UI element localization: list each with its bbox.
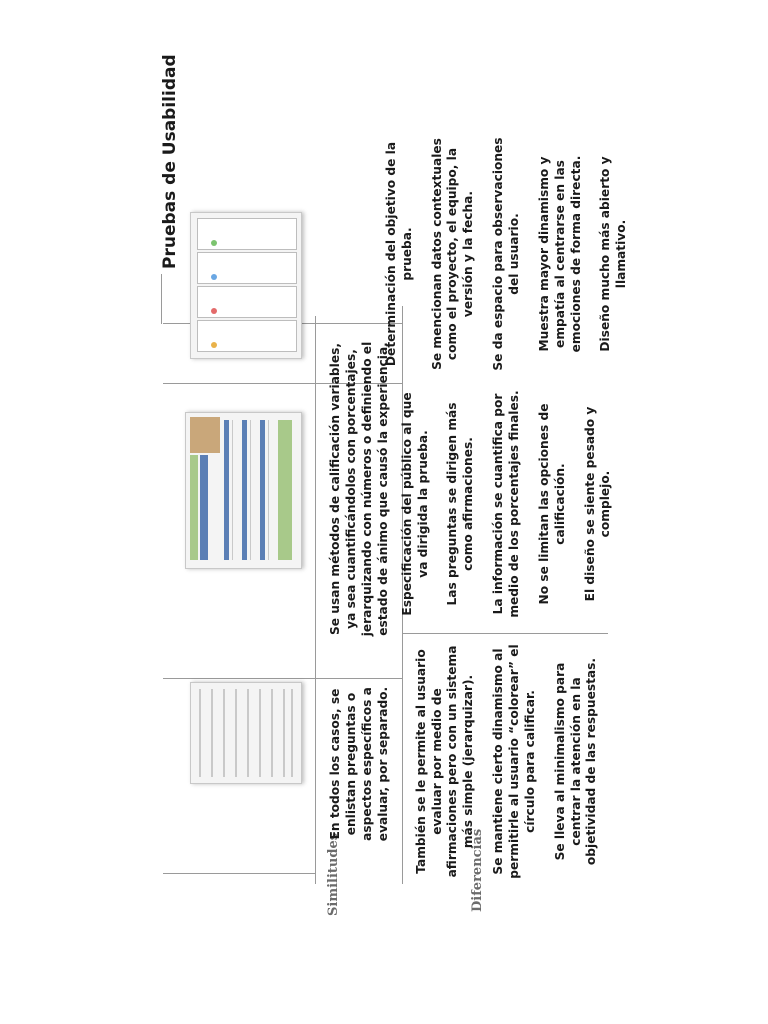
diferencias-col2-item-1: Especificación del público al que va dirigida la prueba. <box>399 392 430 616</box>
diferencias-col3-item-2: Se mencionan datos contextuales como el proyecto, el equipo, la versión y la fecha. <box>429 138 476 370</box>
page-title: Pruebas de Usabilidad <box>160 54 180 269</box>
diferencias-col1-item-2: Se mantiene cierto dinamismo al permitirle al usuario “colorear” el círculo para calificar. <box>491 644 537 879</box>
similitudes-left-paragraph: En todos los casos, se enlistan preguntas o aspectos específicos a evaluar, por separado. <box>328 686 390 842</box>
diferencias-col2-item-5: El diseño se siente pesado y complejo. <box>582 406 613 602</box>
diferencias-col1-item-3: Se lleva al minimalismo para centrar la atención en la objetividad de las respuestas. <box>552 657 599 866</box>
diferencias-col3-item-3: Se da espacio para observaciones del usuario. <box>491 137 521 371</box>
diferencias-col1 <box>412 644 602 879</box>
questionnaire-thumbnail <box>190 682 302 784</box>
diferencias-col1-item-1: También se le permite al usuario evaluar por medio de afirmaciones pero con un sistema más simple (jerarquizar). <box>413 645 476 878</box>
diferencias-col2 <box>399 384 613 624</box>
similitudes-right-text <box>325 339 395 639</box>
diferencias-col3-item-1: Determinación del objetivo de la prueba. <box>383 141 414 367</box>
vertical-divider-1 <box>163 678 403 679</box>
top-rule-left <box>163 873 315 874</box>
title-rule <box>161 274 162 324</box>
diferencias-col3-item-4: Muestra mayor dinamismo y empatía al centrarse en las emociones de forma directa. <box>536 155 583 353</box>
row-label-diferencias: Diferencias <box>470 828 485 912</box>
similitudes-left-text <box>325 684 395 844</box>
diferencias-col3 <box>383 134 629 374</box>
vertical-divider-3 <box>403 633 608 634</box>
diferencias-col2-item-3: La información se cuantifica por medio de los porcentajes finales. <box>491 390 521 618</box>
emotion-form-thumbnail <box>190 212 302 359</box>
row-label-similitudes: Similitudes <box>326 832 341 916</box>
diferencias-col2-item-4: No se limitan las opciones de calificación. <box>536 403 567 605</box>
diferencias-col2-item-2: Las preguntas se dirigen más como afirmaciones. <box>445 402 476 606</box>
horizontal-divider-top <box>315 316 316 884</box>
diferencias-col3-item-5: Diseño mucho más abierto y llamativo. <box>598 156 629 352</box>
similitudes-right-paragraph: Se usan métodos de calificación variables, ya sea cuantificándolos con porcentajes, jerarquizando con números o definiendo el estado de ánimo que causó la experiencia. <box>328 341 390 637</box>
spreadsheet-thumbnail <box>185 412 302 569</box>
